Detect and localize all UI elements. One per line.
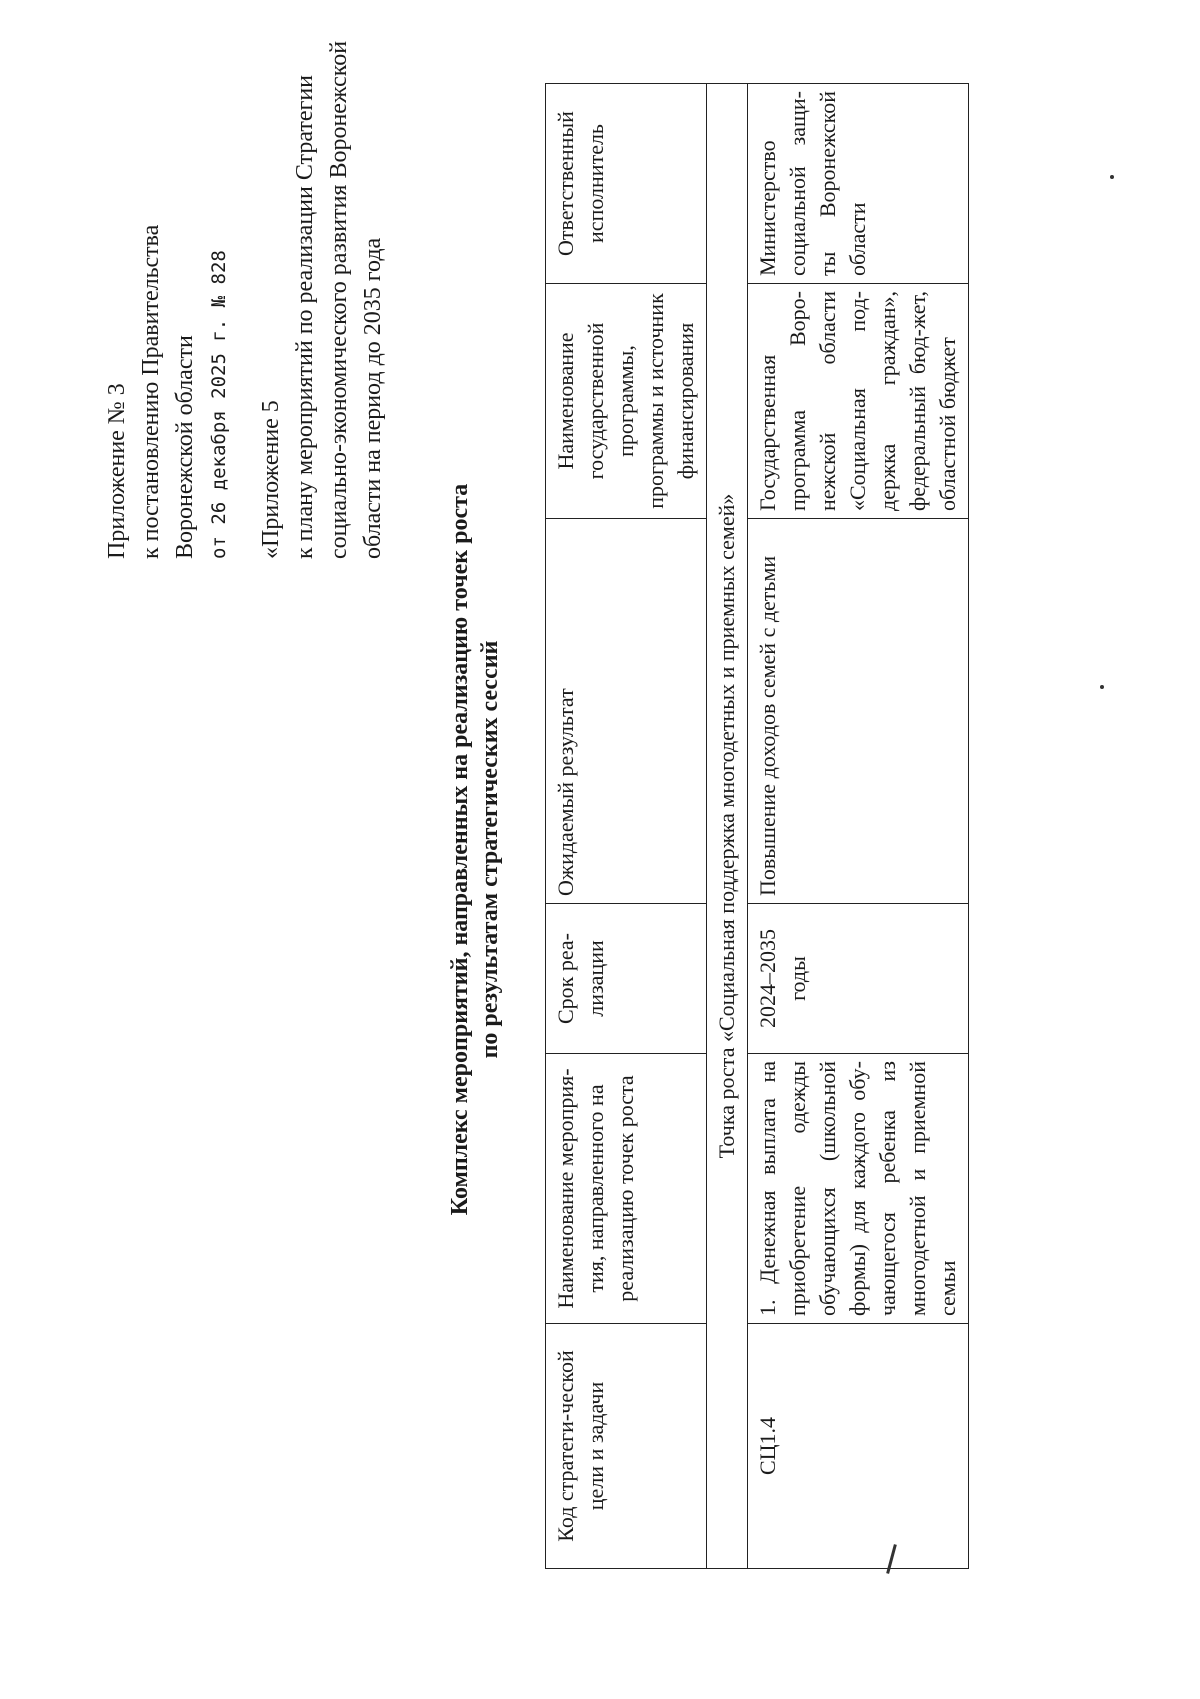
growth-point-title: Точка роста «Социальная поддержка многодетных и приемных семей»: [707, 84, 748, 1569]
table-row: [748, 84, 969, 1569]
title-line-1: Комплекс мероприятий, направленных на реализацию точек роста: [447, 483, 473, 1216]
appendix-decree: к постановлению Правительства: [138, 224, 164, 559]
table-header-row: [546, 84, 707, 1569]
cell-code: СЦ1.4: [748, 1324, 969, 1569]
title-line-2: по результатам стратегических сессий: [477, 640, 503, 1059]
appendix-date: от 26 декабря 2025 г. № 828: [208, 250, 230, 559]
reference-appendix: «Приложение 5: [258, 400, 284, 559]
document-title: [445, 0, 505, 1699]
header-expected-result: Ожидаемый результат: [546, 519, 707, 904]
cell-measure-name: 1. Денежная выплата на приобретение одежды обучающихся (школьной формы) для каждого обу-чающегося ребенка из многодетной и приемной семьи: [748, 1054, 969, 1324]
reference-plan: к плану мероприятий по реализации Стратегии: [292, 74, 318, 559]
reference-period: области на период до 2035 года: [360, 237, 386, 559]
header-term: Срок реа-лизации: [546, 904, 707, 1054]
header-measure-name: Наименование мероприя-тия, направленного на реализацию точек роста: [546, 1054, 707, 1324]
cell-term: 2024–2035 годы: [748, 904, 969, 1054]
appendix-region: Воронежской области: [172, 335, 198, 559]
measures-table: [545, 83, 969, 1569]
cell-executor: Министерство социальной защи-ты Воронежской области: [748, 84, 969, 284]
section-row: [707, 84, 748, 1569]
spacer: [236, 0, 254, 559]
cell-expected-result: Повышение доходов семей с детьми: [748, 519, 969, 904]
appendix-block: [100, 0, 390, 559]
header-executor: Ответственный исполнитель: [546, 84, 707, 284]
reference-strategy: социально-экономического развития Воронежской: [326, 40, 352, 559]
scan-speck: [1110, 175, 1114, 179]
scan-speck: [1100, 685, 1104, 689]
header-program: Наименование государственной программы, программы и источник финансирования: [546, 284, 707, 519]
header-code: Код стратеги-ческой цели и задачи: [546, 1324, 707, 1569]
cell-program: Государственная программа Воро-нежской области «Социальная под-держка граждан», федеральный бюд-жет, областной бюджет: [748, 284, 969, 519]
appendix-number: Приложение № 3: [104, 383, 130, 559]
